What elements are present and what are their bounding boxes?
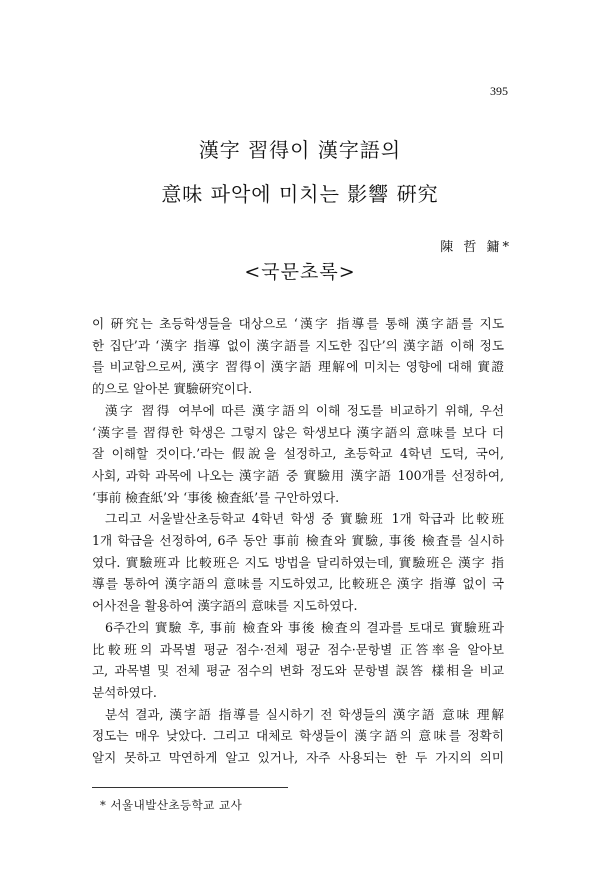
page-number: 395 bbox=[490, 84, 508, 98]
para-1-line-3: 를 비교함으로써, 漢字 習得이 漢字語 理解에 미치는 영향에 대해 實證 bbox=[92, 359, 504, 375]
para-5-line-2: 정도는 매우 낮았다. 그리고 대체로 학생들이 漢字語의 意味를 정확히 bbox=[92, 728, 504, 744]
para-4-line-1: 6주간의 實驗 후, 事前 檢査와 事後 檢査의 결과를 토대로 實驗班과 bbox=[105, 619, 504, 635]
para-3-line-4: 導를 통하여 漢字語의 意味를 지도하였고, 比較班은 漢字 指導 없이 국 bbox=[92, 576, 504, 592]
para-3-line-3: 였다. 實驗班과 比較班은 지도 방법을 달리하였는데, 實驗班은 漢字 指 bbox=[92, 554, 504, 570]
para-2-line-2: ‘漢字를 習得한 학생은 그렇지 않은 학생보다 漢字語의 意味를 보다 더 bbox=[92, 424, 504, 440]
title-line-2: 意味 파악에 미치는 影響 硏究 bbox=[161, 182, 439, 206]
para-3-line-2: 1개 학급을 선정하여, 6주 동안 事前 檢査와 實驗, 事後 檢査를 실시하 bbox=[92, 533, 504, 549]
para-2-line-4: 사회, 과학 과목에 나오는 漢字語 중 實驗用 漢字語 100개를 선정하여, bbox=[92, 467, 504, 483]
footnote: * 서울내발산초등학교 교사 bbox=[100, 798, 243, 812]
para-4-line-2: 比較班의 과목별 평균 점수·전체 평균 점수·문항별 正答率을 알아보 bbox=[92, 641, 504, 657]
para-2-line-5: ‘事前 檢査紙’와 ‘事後 檢査紙’를 구안하였다. bbox=[92, 489, 340, 505]
para-1-line-2: 한 집단’과 ‘漢字 指導 없이 漢字語를 지도한 집단’의 漢字語 이해 정도 bbox=[92, 337, 504, 353]
para-4-line-3: 고, 과목별 및 전체 평균 점수의 변화 정도와 문항별 誤答 樣相을 비교 bbox=[92, 663, 504, 679]
para-2-line-3: 잘 이해할 것이다.’라는 假說을 설정하고, 초등학교 4학년 도덕, 국어, bbox=[92, 446, 504, 462]
abstract-body bbox=[92, 313, 504, 769]
title-line-1: 漢字 習得이 漢字語의 bbox=[198, 138, 402, 162]
para-5-line-1: 분석 결과, 漢字語 指導를 실시하기 전 학생들의 漢字語 意味 理解 bbox=[105, 706, 504, 722]
footnote-divider bbox=[92, 787, 288, 788]
para-1-line-4: 的으로 알아본 實驗硏究이다. bbox=[92, 381, 253, 397]
para-3-line-1: 그리고 서울발산초등학교 4학년 학생 중 實驗班 1개 학급과 比較班 bbox=[105, 511, 504, 527]
para-2-line-1: 漢字 習得 여부에 따른 漢字語의 이해 정도를 비교하기 위해, 우선 bbox=[105, 402, 504, 418]
para-1-line-1: 이 硏究는 초등학생들을 대상으로 ‘漢字 指導를 통해 漢字語를 지도 bbox=[92, 316, 504, 331]
para-5-line-3: 알지 못하고 막연하게 알고 있거나, 자주 사용되는 한 두 가지의 의미 bbox=[92, 750, 504, 766]
author: 陳 哲 鏞* bbox=[440, 240, 512, 255]
para-3-line-5: 어사전을 활용하여 漢字語의 意味를 지도하였다. bbox=[92, 598, 358, 614]
abstract-heading: <국문초록> bbox=[244, 261, 356, 283]
para-4-line-4: 분석하였다. bbox=[92, 684, 157, 700]
